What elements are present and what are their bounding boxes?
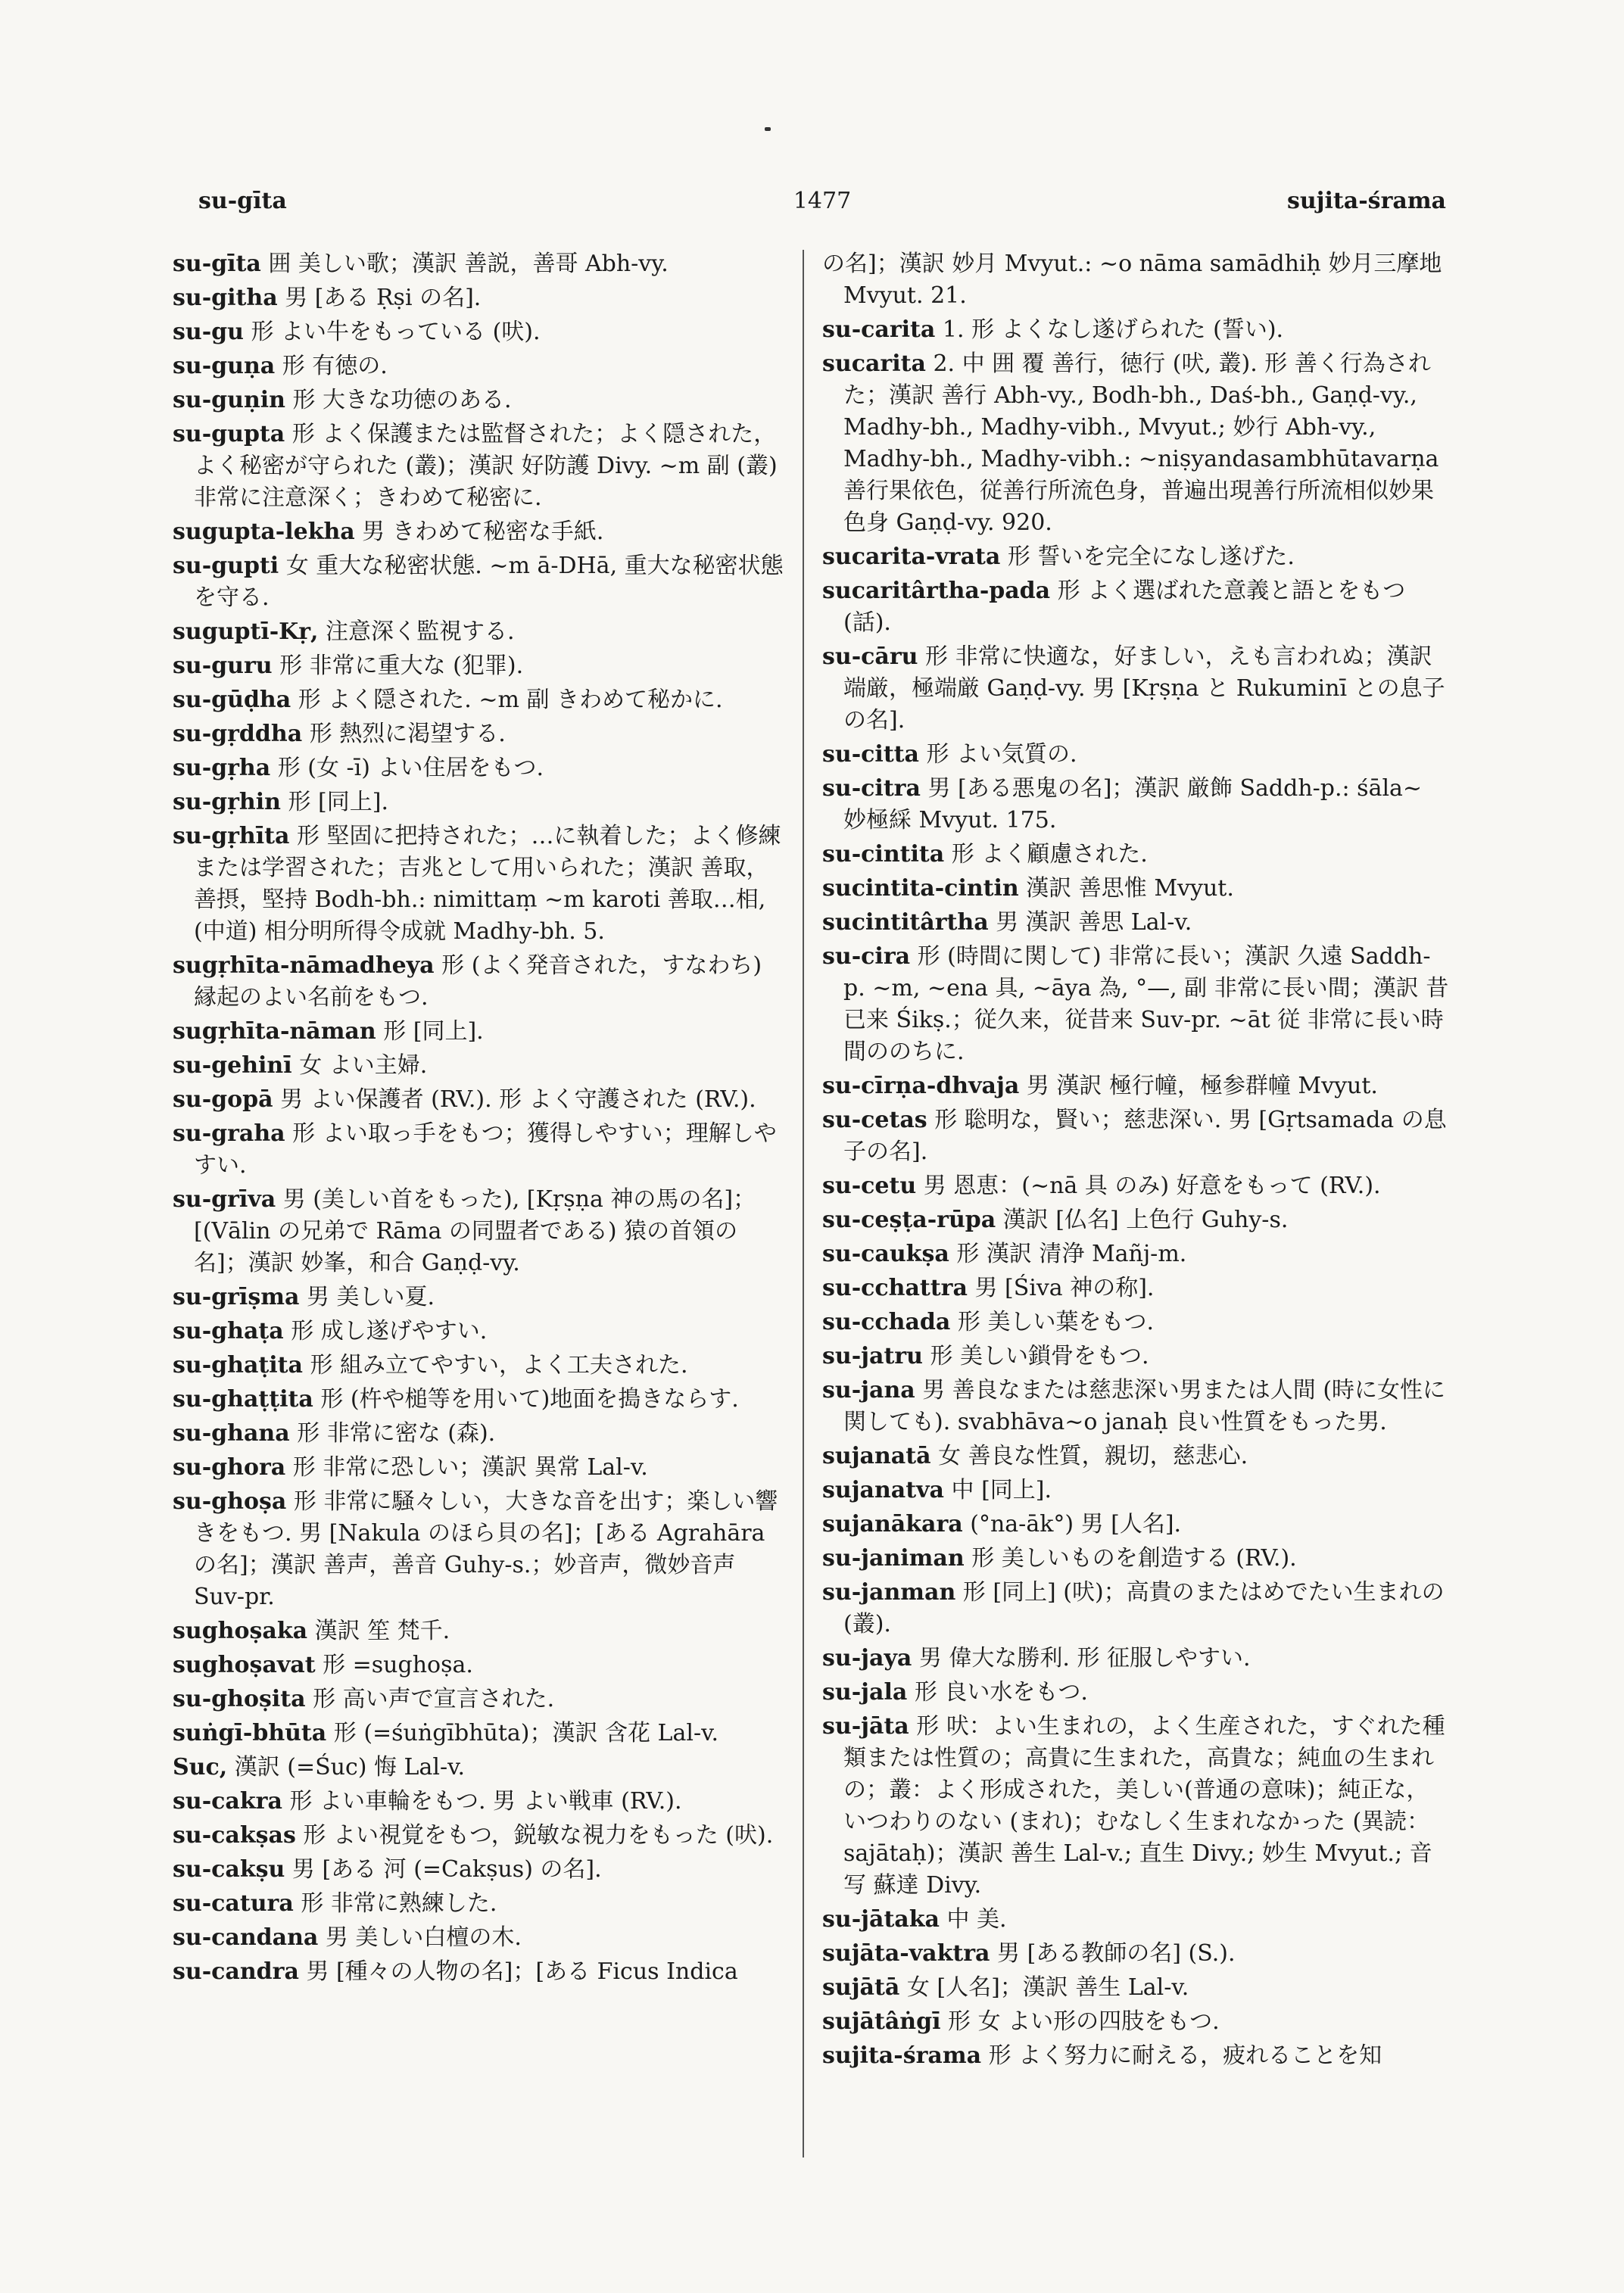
- dictionary-entry: [173, 1350, 786, 1382]
- page-number: 1477: [793, 188, 852, 214]
- entry-definition: 形 熱烈に渇望する.: [309, 721, 506, 747]
- dictionary-entry: [822, 1238, 1451, 1270]
- entry-definition: 形 (=śuṅgībhūta)；漢訳 含花 Lal-v.: [333, 1720, 719, 1746]
- dictionary-entry: [173, 1452, 786, 1484]
- dictionary-entry: [173, 718, 786, 750]
- entry-headword: suguptī-Kṛ,: [173, 618, 319, 645]
- entry-headword: sujātâṅgī: [822, 2008, 941, 2035]
- entry-headword: sugupta-lekha: [173, 519, 355, 545]
- right-column: [822, 248, 1451, 2074]
- entry-headword: su-jātaka: [822, 1906, 940, 1933]
- entry-headword: su-cchattra: [822, 1275, 968, 1301]
- dictionary-entry: [173, 1050, 786, 1082]
- header-last-headword: sujita-śrama: [1286, 188, 1446, 214]
- entry-headword: su-githa: [173, 285, 278, 311]
- entry-definition: 中 美.: [946, 1906, 1007, 1933]
- dictionary-entry: [173, 1786, 786, 1818]
- dictionary-entry: [173, 950, 786, 1014]
- entry-definition: 形 [同上].: [288, 789, 388, 815]
- entry-headword: sujāta-vaktra: [822, 1940, 990, 1967]
- entry-definition: 男 きわめて秘密な手紙.: [362, 519, 604, 545]
- entry-headword: Suc,: [173, 1754, 228, 1781]
- dictionary-entry: [173, 248, 786, 280]
- dictionary-entry: [173, 1184, 786, 1279]
- dictionary-entry: [173, 316, 786, 348]
- dictionary-entry: [173, 385, 786, 416]
- dictionary-entry: [822, 1711, 1451, 1902]
- entry-headword: su-candra: [173, 1958, 299, 1985]
- dictionary-entry: [173, 684, 786, 716]
- entry-definition: 男 (美しい首をもった), [Kṛṣṇa 神の馬の名]；[(Vālin の兄弟で Rāma の同盟者である) 猿の首領の名]；漢訳 妙峯，和合 Gaṇḍ-vy.: [194, 1186, 756, 1276]
- entry-headword: su-gu: [173, 319, 244, 345]
- entry-headword: su-cchada: [822, 1309, 951, 1335]
- dictionary-entry: [822, 541, 1451, 573]
- entry-definition: 形 (よく発音された，すなわち) 縁起のよい名前をもつ.: [194, 952, 762, 1011]
- dictionary-entry: [173, 1650, 786, 1681]
- entry-definition: 男 [ある 河 (=Cakṣus) の名].: [291, 1856, 602, 1883]
- entry-headword: su-janman: [822, 1579, 956, 1606]
- entry-definition: 形 吠：よい生まれの，よく生産された，すぐれた種類または性質の；高貴に生まれた，高貴な；純血の生まれの；叢：よく形成された，美しい(普通の意味)；純正な，いつわりのない (まれ)；むなしく生まれなかった (異読：sajātaḥ)；漢訳 善生 Lal-v.; 直生 Divy.; 妙生 Mvyut.; 音写 蘇達 Divy.: [843, 1713, 1445, 1899]
- dictionary-entry: [822, 1972, 1451, 2004]
- left-column: [173, 248, 786, 1990]
- entry-definition: 形 よく保護または監督された；よく隠された，よく秘密が守られた (叢)；漢訳 好防護 Divy. ~m 副 (叢)非常に注意深く；きわめて秘密に.: [194, 421, 778, 511]
- entry-definition: 女 善良な性質，親切，慈悲心.: [938, 1443, 1248, 1469]
- dictionary-entry: [822, 1938, 1451, 1970]
- entry-definition: 形 高い声で宣言された.: [313, 1686, 555, 1712]
- dictionary-entry: [822, 941, 1451, 1068]
- entry-headword: su-cakṣu: [173, 1856, 285, 1883]
- entry-definition: 形 非常に快適な，好ましい，えも言われぬ；漢訳 端厳，極端厳 Gaṇḍ-vy. 男 [Kṛṣṇa と Rukuminī との息子の名].: [843, 643, 1445, 734]
- dictionary-entry: [173, 1316, 786, 1347]
- entry-definition: 男 美しい夏.: [306, 1284, 435, 1310]
- entry-definition: 囲 美しい歌；漢訳 善説，善哥 Abh-vy.: [268, 251, 669, 277]
- entry-definition: 形 [同上] (吠)；高貴のまたはめでたい生まれの (叢).: [843, 1579, 1445, 1637]
- entry-definition: 形 (時間に関して) 非常に長い；漢訳 久遠 Saddh-p. ~m, ~ena 具, ~āya 為, °—, 副 非常に長い間；漢訳 昔已来 Śikṣ.；従久来，従昔来 Suv-pr. ~āt 従 非常に長い時間ののちに.: [843, 943, 1449, 1065]
- header-first-headword: su-gīta: [198, 188, 287, 214]
- entry-definition: 男 美しい白檀の木.: [325, 1924, 522, 1951]
- entry-headword: su-gupta: [173, 421, 285, 447]
- dictionary-entry: [822, 1307, 1451, 1338]
- entry-definition: 形 よく隠された. ~m 副 きわめて秘かに.: [298, 687, 723, 713]
- dictionary-entry: [173, 550, 786, 614]
- entry-headword: su-ghaṭṭita: [173, 1386, 313, 1413]
- entry-definition: 男 [Śiva 神の称].: [974, 1275, 1155, 1301]
- entry-headword: sucaritârtha-pada: [822, 578, 1051, 604]
- column-divider: [803, 250, 804, 2157]
- entry-headword: su-gupti: [173, 553, 279, 579]
- entry-definition: 男 [ある悪鬼の名]；漢訳 厳飾 Saddh-p.: śāla~ 妙極綵 Mvyut. 175.: [843, 775, 1423, 833]
- dictionary-entry: [822, 1904, 1451, 1936]
- entry-definition: 形 堅固に把持された；…に執着した；よく修練または学習された；吉兆として用いられた；漢訳 善取，善摂，堅持 Bodh-bh.: nimittaṃ ~m karoti 善取…相,(中道) 相分明所得令成就 Madhy-bh. 5.: [194, 823, 781, 945]
- dictionary-entry: [822, 773, 1451, 837]
- entry-definition: 形 非常に熟練した.: [301, 1890, 497, 1917]
- entry-definition: 男 漢訳 極行幢，極参群幢 Mvyut.: [1026, 1073, 1378, 1099]
- entry-headword: su-ghoṣa: [173, 1488, 287, 1515]
- entry-definition: 形 よい牛をもっている (吠).: [251, 319, 541, 345]
- entry-headword: su-caukṣa: [822, 1241, 949, 1267]
- entry-definition: 男 [種々の人物の名]；[ある Ficus Indica: [306, 1958, 738, 1985]
- entry-definition: (°na-āk°) 男 [人名].: [970, 1511, 1182, 1537]
- entry-headword: su-guṇa: [173, 353, 276, 379]
- entry-headword: su-catura: [173, 1890, 294, 1917]
- entry-definition: 形 組み立てやすい，よく工夫された.: [310, 1352, 688, 1379]
- entry-definition: 漢訳 (=Śuc) 悔 Lal-v.: [234, 1754, 466, 1781]
- print-speck: [765, 127, 771, 131]
- entry-headword: sucarita: [822, 350, 926, 377]
- dictionary-entry: [822, 1104, 1451, 1168]
- dictionary-entry: [173, 1922, 786, 1954]
- entry-headword: su-gṛha: [173, 755, 271, 781]
- entry-definition: 形 よく努力に耐える，疲れることを知: [988, 2042, 1382, 2069]
- entry-definition: 形 (女 -ī) よい住居をもつ.: [277, 755, 544, 781]
- dictionary-entry: [173, 1854, 786, 1886]
- entry-headword: su-citra: [822, 775, 921, 802]
- entry-headword: su-gopā: [173, 1086, 273, 1113]
- entry-definition: 形 非常に恐しい；漢訳 異常 Lal-v.: [292, 1454, 648, 1481]
- entry-definition: 形 女 よい形の四肢をもつ.: [948, 2008, 1220, 2035]
- page-header: [198, 188, 1446, 226]
- entry-definition: 女 [人名]；漢訳 善生 Lal-v.: [906, 1974, 1189, 2001]
- entry-definition: 女 よい主婦.: [299, 1052, 428, 1079]
- entry-definition: 形 美しい葉をもつ.: [957, 1309, 1154, 1335]
- entry-headword: su-grīva: [173, 1186, 276, 1213]
- entry-definition: 形 有徳の.: [282, 353, 388, 379]
- entry-definition: 注意深く監視する.: [326, 618, 515, 645]
- entry-headword: su-ghaṭita: [173, 1352, 303, 1379]
- entry-definition: の名]；漢訳 妙月 Mvyut.: ~o nāma samādhiḥ 妙月三摩地 Mvyut. 21.: [822, 251, 1442, 309]
- entry-definition: 男 漢訳 善思 Lal-v.: [996, 909, 1192, 936]
- entry-definition: 形 非常に騒々しい，大きな音を出す；楽しい響きをもつ. 男 [Nakula のほら貝の名]；[ある Agrahāra の名]；漢訳 善声，善音 Guhy-s.；妙音声，微妙音声 Suv-pr.: [194, 1488, 778, 1610]
- entry-definition: 形 (杵や槌等を用いて)地面を搗きならす.: [320, 1386, 739, 1413]
- entry-headword: su-guṇin: [173, 387, 285, 413]
- entry-headword: su-jatru: [822, 1343, 923, 1369]
- entry-headword: su-gṛhin: [173, 789, 281, 815]
- entry-definition: 形 よく顧慮された.: [951, 841, 1148, 868]
- entry-headword: su-cakṣas: [173, 1822, 296, 1849]
- entry-headword: su-cetu: [822, 1173, 917, 1199]
- dictionary-entry: [822, 1509, 1451, 1541]
- entry-definition: 漢訳 笙 梵千.: [314, 1618, 450, 1644]
- entry-headword: su-grīṣma: [173, 1284, 300, 1310]
- entry-headword: su-ghora: [173, 1454, 286, 1481]
- entry-headword: su-jaya: [822, 1645, 912, 1671]
- dictionary-entry: [173, 419, 786, 514]
- entry-definition: 形 大きな功徳のある.: [292, 387, 512, 413]
- entry-definition: 形 よい気質の.: [926, 741, 1077, 768]
- entry-headword: su-gehinī: [173, 1052, 292, 1079]
- dictionary-entry: [822, 739, 1451, 771]
- entry-headword: su-gṛhīta: [173, 823, 290, 849]
- dictionary-entry: [173, 1118, 786, 1182]
- dictionary-entry: [173, 1418, 786, 1450]
- entry-headword: sujanatva: [822, 1477, 944, 1503]
- dictionary-entry: [173, 1684, 786, 1715]
- entry-definition: 形 漢訳 清浄 Mañj-m.: [956, 1241, 1187, 1267]
- entry-headword: su-candana: [173, 1924, 319, 1951]
- entry-headword: su-jala: [822, 1679, 908, 1706]
- entry-definition: 1. 形 よくなし遂げられた (誓い).: [942, 316, 1284, 343]
- entry-definition: 形 美しいものを創造する (RV.).: [971, 1545, 1297, 1572]
- entry-definition: 形 よい車輪をもつ. 男 よい戦車 (RV.).: [289, 1788, 682, 1815]
- entry-headword: su-ghana: [173, 1420, 290, 1447]
- dictionary-entry: [822, 641, 1451, 737]
- dictionary-entry: [822, 1475, 1451, 1506]
- dictionary-entry: [822, 1677, 1451, 1709]
- entry-headword: suṅgī-bhūta: [173, 1720, 327, 1746]
- entry-headword: su-gṛddha: [173, 721, 303, 747]
- entry-definition: 2. 中 囲 覆 善行，徳行 (吠, 叢). 形 善く行為された；漢訳 善行 Abh-vy., Bodh-bh., Daś-bh., Gaṇḍ-vy., Madhy-bh., Madhy-vibh., Mvyut.; 妙行 Abh-vy., Madhy-bh., Madhy-vibh.: ~niṣyandasambhūtavarṇa 善行果依色，従善行所流色身，普遍出現善行所流相似妙果色身 Gaṇḍ-vy. 920.: [843, 350, 1439, 536]
- entry-headword: su-ghoṣita: [173, 1686, 306, 1712]
- entry-definition: 形 よい視覚をもつ，鋭敏な視力をもった (吠).: [303, 1822, 774, 1849]
- dictionary-entry: [822, 1643, 1451, 1675]
- dictionary-entry: [822, 1441, 1451, 1472]
- dictionary-entry: [173, 1016, 786, 1048]
- entry-definition: 漢訳 善思惟 Mvyut.: [1026, 875, 1234, 902]
- dictionary-entry: [822, 1170, 1451, 1202]
- entry-headword: sugṛhīta-nāmadheya: [173, 952, 435, 979]
- entry-definition: 形 誓いを完全になし遂げた.: [1007, 544, 1295, 570]
- dictionary-entry: [822, 1273, 1451, 1304]
- entry-headword: su-cīrṇa-dhvaja: [822, 1073, 1020, 1099]
- entry-definition: 形 美しい鎖骨をもつ.: [930, 1343, 1149, 1369]
- dictionary-entry: [822, 2040, 1451, 2072]
- dictionary-entry: [173, 650, 786, 682]
- dictionary-entry: [173, 821, 786, 948]
- dictionary-entry: [173, 752, 786, 784]
- dictionary-entry: [173, 1615, 786, 1647]
- dictionary-entry: [822, 907, 1451, 939]
- entry-headword: sucintitârtha: [822, 909, 989, 936]
- dictionary-entry: [822, 873, 1451, 905]
- entry-headword: su-jāta: [822, 1713, 909, 1740]
- dictionary-entry: [822, 1341, 1451, 1372]
- entry-definition: 男 [ある Ṛṣi の名].: [285, 285, 482, 311]
- dictionary-entry: [822, 839, 1451, 871]
- entry-headword: su-graha: [173, 1120, 285, 1147]
- entry-definition: 男 偉大な勝利. 形 征服しやすい.: [918, 1645, 1251, 1671]
- entry-definition: 男 善良なまたは慈悲深い男または人間 (時に女性に関しても). svabhāva~o janaḥ 良い性質をもった男.: [843, 1377, 1446, 1435]
- entry-definition: 形 成し遂げやすい.: [291, 1318, 488, 1344]
- entry-definition: 形 よく選ばれた意義と語とをもつ (話).: [843, 578, 1406, 636]
- dictionary-entry: [173, 1084, 786, 1116]
- entry-definition: 男 [ある教師の名] (S.).: [997, 1940, 1236, 1967]
- entry-headword: sucarita-vrata: [822, 544, 1001, 570]
- entry-definition: 形 良い水をもつ.: [914, 1679, 1088, 1706]
- dictionary-entry: [822, 1375, 1451, 1438]
- dictionary-entry: [173, 787, 786, 818]
- dictionary-entry: [173, 1282, 786, 1313]
- entry-headword: sujanākara: [822, 1511, 963, 1537]
- entry-headword: sujita-śrama: [822, 2042, 982, 2069]
- entry-headword: su-gīta: [173, 251, 261, 277]
- dictionary-entry: [173, 1718, 786, 1749]
- entry-headword: sughoṣavat: [173, 1652, 316, 1678]
- entry-definition: 男 恩恵：(~nā 具 のみ) 好意をもって (RV.).: [923, 1173, 1381, 1199]
- entry-definition: 形 [同上].: [383, 1018, 484, 1045]
- dictionary-entry: [822, 1543, 1451, 1575]
- entry-headword: sughoṣaka: [173, 1618, 308, 1644]
- dictionary-entry: [822, 2006, 1451, 2038]
- entry-headword: su-citta: [822, 741, 919, 768]
- entry-headword: sujanatā: [822, 1443, 931, 1469]
- entry-definition: 形 よい取っ手をもつ；獲得しやすい；理解しやすい.: [194, 1120, 777, 1179]
- dictionary-entry: [173, 516, 786, 548]
- dictionary-entry: [822, 314, 1451, 346]
- entry-definition: 中 [同上].: [951, 1477, 1052, 1503]
- entry-headword: su-gūḍha: [173, 687, 291, 713]
- entry-definition: 形 聡明な，賢い；慈悲深い. 男 [Gṛtsamada の息子の名].: [843, 1107, 1447, 1165]
- dictionary-entry: [822, 248, 1451, 312]
- dictionary-entry: [173, 1956, 786, 1988]
- dictionary-entry: [173, 1384, 786, 1416]
- entry-headword: su-cāru: [822, 643, 918, 670]
- entry-headword: su-guru: [173, 653, 273, 679]
- dictionary-entry: [173, 282, 786, 314]
- entry-headword: sujātā: [822, 1974, 900, 2001]
- dictionary-entry: [173, 350, 786, 382]
- entry-definition: 形 非常に密な (森).: [297, 1420, 496, 1447]
- dictionary-entry: [822, 575, 1451, 639]
- entry-headword: su-jana: [822, 1377, 915, 1404]
- dictionary-entry: [173, 1888, 786, 1920]
- dictionary-entry: [822, 1204, 1451, 1236]
- entry-headword: su-cakra: [173, 1788, 282, 1815]
- entry-definition: 男 よい保護者 (RV.). 形 よく守護された (RV.).: [280, 1086, 756, 1113]
- dictionary-entry: [822, 1070, 1451, 1102]
- entry-headword: su-carita: [822, 316, 936, 343]
- dictionary-entry: [822, 1577, 1451, 1640]
- entry-definition: 形 =sughoṣa.: [323, 1652, 473, 1678]
- entry-headword: su-cetas: [822, 1107, 927, 1133]
- entry-headword: su-janiman: [822, 1545, 965, 1572]
- entry-headword: su-ceṣṭa-rūpa: [822, 1207, 996, 1233]
- dictionary-entry: [173, 1820, 786, 1852]
- entry-headword: sugṛhīta-nāman: [173, 1018, 376, 1045]
- entry-definition: 形 非常に重大な (犯罪).: [279, 653, 524, 679]
- dictionary-entry: [173, 1486, 786, 1613]
- entry-headword: sucintita-cintin: [822, 875, 1019, 902]
- entry-headword: su-cira: [822, 943, 911, 970]
- entry-definition: 漢訳 [仏名] 上色行 Guhy-s.: [1002, 1207, 1289, 1233]
- entry-definition: 女 重大な秘密状態. ~m ā-DHā, 重大な秘密状態を守る.: [194, 553, 784, 611]
- dictionary-entry: [173, 616, 786, 648]
- entry-headword: su-ghaṭa: [173, 1318, 284, 1344]
- dictionary-entry: [822, 348, 1451, 539]
- dictionary-entry: [173, 1752, 786, 1784]
- entry-headword: su-cintita: [822, 841, 945, 868]
